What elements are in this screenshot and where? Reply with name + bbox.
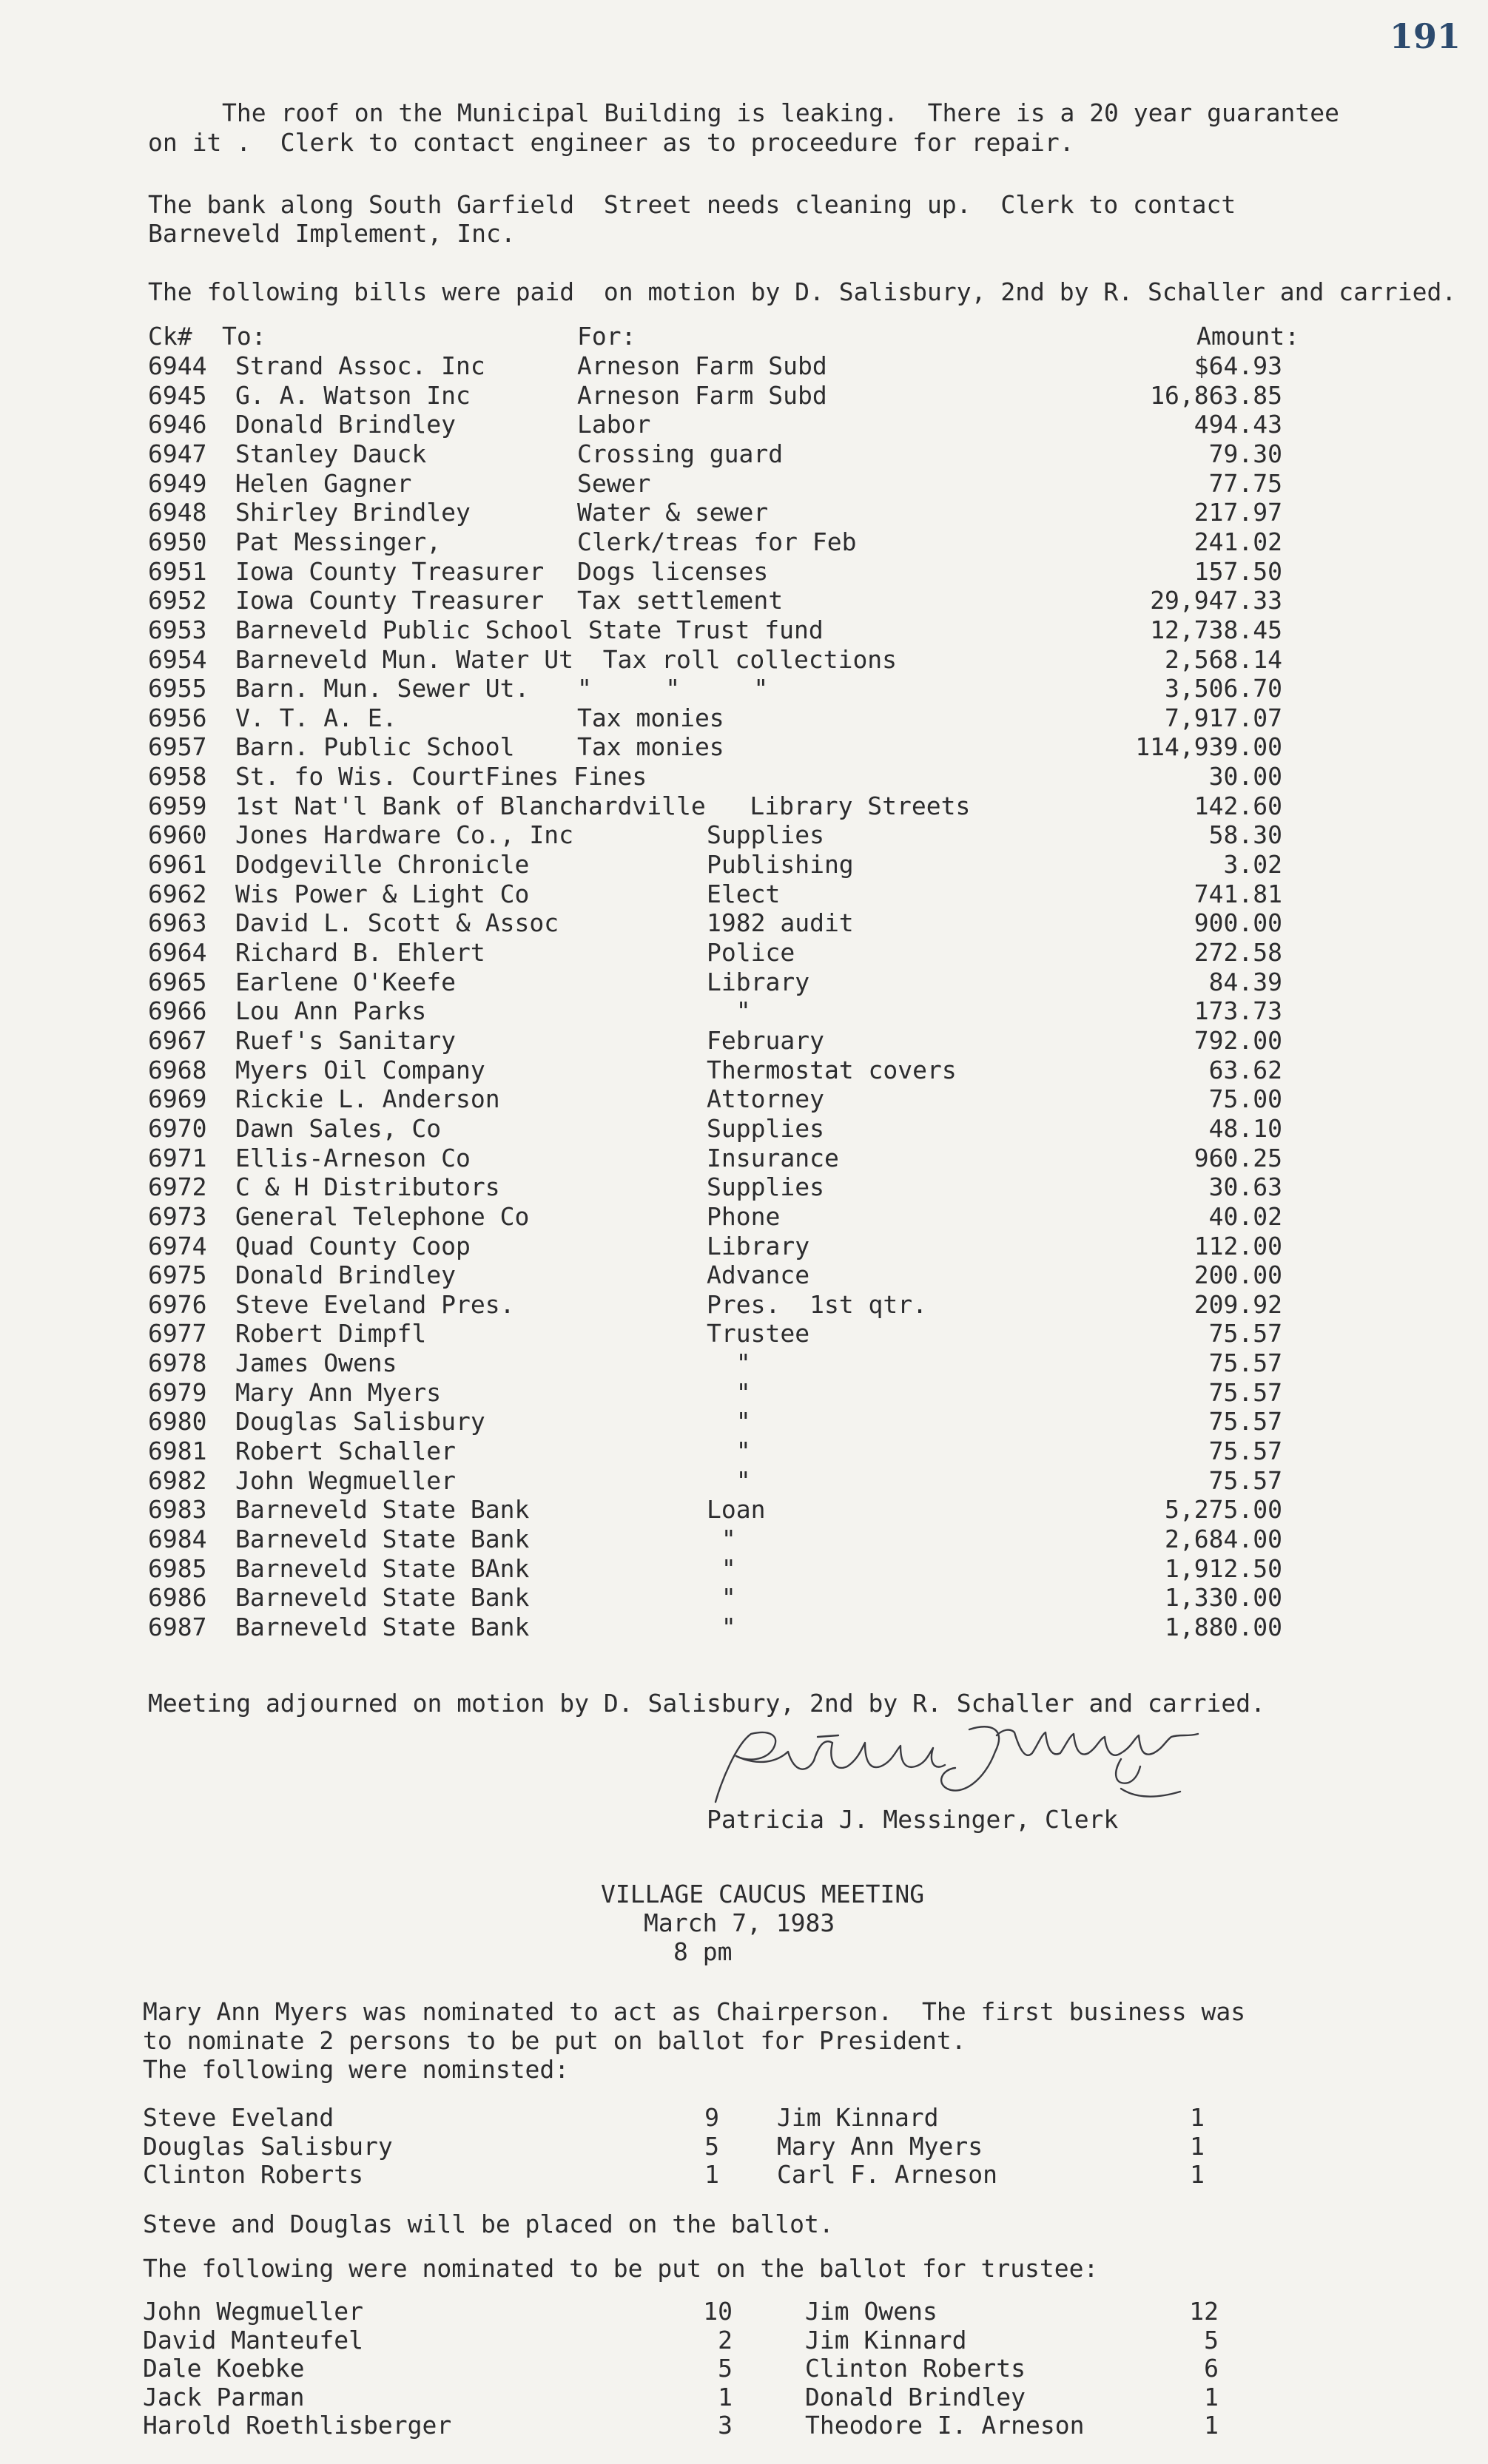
amount: 173.73 <box>1194 996 1282 1026</box>
president-nominee-name: Steve Eveland <box>143 2103 334 2132</box>
payee: Donald Brindley <box>235 1260 457 1290</box>
table-row <box>0 439 1488 469</box>
payee: Barn. Mun. Sewer Ut. <box>235 674 530 703</box>
table-row <box>0 1290 1488 1320</box>
amount: 75.00 <box>1208 1084 1282 1114</box>
amount: 112.00 <box>1194 1231 1282 1260</box>
payee: Barneveld State Bank <box>235 1583 530 1613</box>
payee: Dawn Sales, Co <box>235 1113 442 1143</box>
check-number: 6948 <box>148 498 207 527</box>
trustee-nominee-votes: 5 <box>718 2354 733 2383</box>
check-number: 6960 <box>148 820 207 850</box>
trustee-nominee-votes: 1 <box>1204 2382 1219 2411</box>
check-number: 6953 <box>148 615 207 644</box>
payee: Rickie L. Anderson <box>235 1084 500 1114</box>
table-row <box>0 732 1488 762</box>
table-row <box>0 674 1488 703</box>
check-number: 6977 <box>148 1319 207 1349</box>
trustee-nominee-name: Harold Roethlisberger <box>143 2411 452 2440</box>
amount: 84.39 <box>1208 967 1282 996</box>
payee: Barneveld State Bank <box>235 1495 530 1525</box>
amount: 48.10 <box>1208 1113 1282 1143</box>
trustee-nominee-name: Jack Parman <box>143 2382 305 2411</box>
amount: 75.57 <box>1208 1465 1282 1495</box>
payee: V. T. A. E. <box>235 703 397 732</box>
amount: 3.02 <box>1223 850 1282 880</box>
ballot-note: Steve and Douglas will be placed on the ballot. <box>143 2210 834 2238</box>
check-number: 6950 <box>148 527 207 556</box>
check-number: 6951 <box>148 556 207 586</box>
check-number: 6959 <box>148 791 207 820</box>
amount: 2,684.00 <box>1165 1525 1282 1553</box>
table-row <box>0 1554 1488 1584</box>
purpose: Labor <box>577 410 651 439</box>
purpose: Attorney <box>707 1084 824 1114</box>
payee: Robert Schaller <box>235 1437 457 1466</box>
table-row <box>0 1172 1488 1202</box>
amount: 1,880.00 <box>1165 1612 1282 1641</box>
table-row <box>0 1056 1488 1085</box>
amount: 16,863.85 <box>1150 380 1282 410</box>
purpose: Tax settlement <box>577 586 784 615</box>
purpose: " <box>707 1465 751 1495</box>
table-row <box>0 703 1488 733</box>
check-number: 6958 <box>148 762 207 791</box>
purpose: February <box>707 1025 824 1055</box>
caucus-title: VILLAGE CAUCUS MEETING <box>601 1880 925 1908</box>
payee: 1st Nat'l Bank of Blanchardville Library Streets <box>235 791 971 820</box>
payee: Steve Eveland Pres. <box>235 1289 515 1319</box>
payee: Barneveld State Bank <box>235 1612 530 1641</box>
caucus-date: March 7, 1983 <box>644 1908 835 1937</box>
purpose: Supplies <box>707 820 824 850</box>
clerk-printed-name: Patricia J. Messinger, Clerk <box>707 1805 1119 1834</box>
amount: 79.30 <box>1208 439 1282 468</box>
check-number: 6983 <box>148 1495 207 1525</box>
purpose: " " " <box>577 674 769 703</box>
purpose: Police <box>707 938 795 967</box>
table-row <box>0 381 1488 411</box>
check-number: 6976 <box>148 1289 207 1319</box>
check-number: 6952 <box>148 586 207 615</box>
purpose: Publishing <box>707 850 854 880</box>
check-number: 6978 <box>148 1349 207 1378</box>
payee: Quad County Coop <box>235 1231 471 1260</box>
president-nominee-votes: 9 <box>704 2103 719 2132</box>
column-header-amount: Amount: <box>1196 322 1300 351</box>
table-row <box>0 527 1488 557</box>
purpose: " <box>707 996 751 1026</box>
table-row <box>0 557 1488 587</box>
trustee-nominee-name: Dale Koebke <box>143 2354 305 2383</box>
purpose: Advance <box>707 1260 810 1290</box>
payee: Iowa County Treasurer <box>235 556 545 586</box>
amount: 75.57 <box>1208 1377 1282 1407</box>
trustee-nominee-votes: 6 <box>1204 2354 1219 2383</box>
table-row <box>0 469 1488 499</box>
payee: St. fo Wis. CourtFines Fines <box>235 762 647 791</box>
check-number: 6962 <box>148 879 207 908</box>
table-row <box>0 820 1488 850</box>
amount: 1,330.00 <box>1165 1583 1282 1613</box>
amount: 40.02 <box>1208 1201 1282 1231</box>
roof-paragraph-line-1: The roof on the Municipal Building is leaking. There is a 20 year guarantee <box>222 98 1339 127</box>
payee: Richard B. Ehlert <box>235 938 485 967</box>
payee: David L. Scott & Assoc <box>235 908 559 938</box>
table-row <box>0 1114 1488 1144</box>
check-number: 6979 <box>148 1377 207 1407</box>
amount: 241.02 <box>1194 527 1282 556</box>
table-row <box>0 1349 1488 1378</box>
amount: 741.81 <box>1194 879 1282 908</box>
purpose: Crossing guard <box>577 439 784 468</box>
amount: 63.62 <box>1208 1055 1282 1084</box>
table-row <box>0 762 1488 791</box>
purpose: Phone <box>707 1201 781 1231</box>
trustee-nominee-name: Jim Owens <box>805 2297 937 2326</box>
table-row <box>0 1525 1488 1554</box>
trustee-intro: The following were nominated to be put on the ballot for trustee: <box>143 2254 1099 2283</box>
purpose: Tax monies <box>577 703 724 732</box>
table-row <box>0 791 1488 821</box>
check-number: 6969 <box>148 1084 207 1114</box>
president-nominee-votes: 5 <box>704 2131 719 2161</box>
check-number: 6965 <box>148 967 207 996</box>
check-number: 6972 <box>148 1172 207 1202</box>
trustee-nominee-name: Donald Brindley <box>805 2382 1026 2411</box>
amount: $64.93 <box>1194 351 1282 380</box>
table-row <box>0 645 1488 675</box>
table-row <box>0 1407 1488 1437</box>
adjourned-text: Meeting adjourned on motion by D. Salisbury, 2nd by R. Schaller and carried. <box>148 1689 1265 1718</box>
purpose: " <box>707 1349 751 1378</box>
caucus-time: 8 pm <box>673 1937 733 1966</box>
roof-paragraph-line-2: on it . Clerk to contact engineer as to proceedure for repair. <box>148 128 1074 157</box>
payee: Helen Gagner <box>235 468 412 498</box>
table-row <box>0 1495 1488 1525</box>
check-number: 6946 <box>148 410 207 439</box>
check-number: 6971 <box>148 1143 207 1172</box>
table-row <box>0 351 1488 381</box>
table-row <box>0 1437 1488 1466</box>
purpose: Pres. 1st qtr. <box>707 1289 928 1319</box>
table-row <box>0 1583 1488 1613</box>
column-header-ck: Ck# <box>148 322 192 351</box>
purpose: Trustee <box>707 1319 810 1349</box>
payee: Barneveld State Bank <box>235 1525 530 1553</box>
amount: 900.00 <box>1194 908 1282 938</box>
trustee-nominee-votes: 3 <box>718 2411 733 2440</box>
table-row <box>0 996 1488 1026</box>
check-number: 6974 <box>148 1231 207 1260</box>
check-number: 6981 <box>148 1437 207 1466</box>
purpose: Tax monies <box>577 732 724 762</box>
check-number: 6963 <box>148 908 207 938</box>
amount: 5,275.00 <box>1165 1495 1282 1525</box>
purpose: " <box>707 1377 751 1407</box>
payee: Robert Dimpfl <box>235 1319 427 1349</box>
check-number: 6973 <box>148 1201 207 1231</box>
trustee-nominee-votes: 2 <box>718 2325 733 2355</box>
check-number: 6984 <box>148 1525 207 1553</box>
president-nominee-name: Mary Ann Myers <box>777 2131 983 2161</box>
payee: Barneveld State BAnk <box>235 1553 530 1583</box>
amount: 30.63 <box>1208 1172 1282 1202</box>
check-number: 6944 <box>148 351 207 380</box>
payee: James Owens <box>235 1349 397 1378</box>
column-header-to: To: <box>222 322 266 351</box>
payee: John Wegmueller <box>235 1465 457 1495</box>
payee: Barn. Public School <box>235 732 515 762</box>
table-row <box>0 1260 1488 1290</box>
table-row <box>0 1144 1488 1173</box>
amount: 75.57 <box>1208 1319 1282 1349</box>
payee: Ellis-Arneson Co <box>235 1143 471 1172</box>
trustee-nominee-votes: 1 <box>718 2382 733 2411</box>
amount: 200.00 <box>1194 1260 1282 1290</box>
trustee-nominee-name: John Wegmueller <box>143 2297 364 2326</box>
amount: 3,506.70 <box>1165 674 1282 703</box>
amount: 75.57 <box>1208 1349 1282 1378</box>
check-number: 6954 <box>148 644 207 674</box>
president-nominee-votes: 1 <box>1190 2131 1205 2161</box>
payee: Lou Ann Parks <box>235 996 427 1026</box>
payee: Wis Power & Light Co <box>235 879 530 908</box>
column-header-for: For: <box>577 322 636 351</box>
check-number: 6947 <box>148 439 207 468</box>
payee: Strand Assoc. Inc <box>235 351 485 380</box>
check-number: 6986 <box>148 1583 207 1613</box>
purpose: Thermostat covers <box>707 1055 957 1084</box>
amount: 272.58 <box>1194 938 1282 967</box>
purpose: Arneson Farm Subd <box>577 380 827 410</box>
table-row <box>0 1202 1488 1232</box>
amount: 75.57 <box>1208 1407 1282 1437</box>
amount: 157.50 <box>1194 556 1282 586</box>
purpose: " <box>707 1407 751 1437</box>
table-row <box>0 1378 1488 1408</box>
payee: Earlene O'Keefe <box>235 967 457 996</box>
president-nominee-votes: 1 <box>1190 2160 1205 2189</box>
payee: Donald Brindley <box>235 410 457 439</box>
payee: Myers Oil Company <box>235 1055 485 1084</box>
amount: 12,738.45 <box>1150 615 1282 644</box>
check-number: 6956 <box>148 703 207 732</box>
table-row <box>0 1319 1488 1349</box>
check-number: 6970 <box>148 1113 207 1143</box>
president-nominee-name: Carl F. Arneson <box>777 2160 998 2189</box>
amount: 30.00 <box>1208 762 1282 791</box>
table-row <box>0 1613 1488 1642</box>
amount: 217.97 <box>1194 498 1282 527</box>
purpose: Arneson Farm Subd <box>577 351 827 380</box>
amount: 960.25 <box>1194 1143 1282 1172</box>
trustee-nominee-name: Clinton Roberts <box>805 2354 1026 2383</box>
purpose: " <box>707 1553 736 1583</box>
amount: 29,947.33 <box>1150 586 1282 615</box>
check-number: 6985 <box>148 1553 207 1583</box>
check-number: 6949 <box>148 468 207 498</box>
payee: Iowa County Treasurer <box>235 586 545 615</box>
table-row <box>0 968 1488 997</box>
payee: Dodgeville Chronicle <box>235 850 530 880</box>
caucus-intro-line-2: to nominate 2 persons to be put on ballot for President. <box>143 2026 966 2055</box>
check-number: 6980 <box>148 1407 207 1437</box>
amount: 58.30 <box>1208 820 1282 850</box>
payee: G. A. Watson Inc <box>235 380 471 410</box>
check-number: 6961 <box>148 850 207 880</box>
handwritten-signature <box>707 1715 1225 1811</box>
amount: 2,568.14 <box>1165 644 1282 674</box>
amount: 114,939.00 <box>1135 732 1282 762</box>
payee: Pat Messinger, <box>235 527 442 556</box>
bills-intro: The following bills were paid on motion by D. Salisbury, 2nd by R. Schaller and carried. <box>148 277 1457 306</box>
purpose: Library <box>707 1231 810 1260</box>
payee: Barneveld Public School State Trust fund <box>235 615 824 644</box>
amount: 792.00 <box>1194 1025 1282 1055</box>
payee: Barneveld Mun. Water Ut Tax roll collections <box>235 644 898 674</box>
caucus-intro-line-1: Mary Ann Myers was nominated to act as Chairperson. The first business was <box>143 1997 1246 2026</box>
purpose: " <box>707 1437 751 1466</box>
amount: 7,917.07 <box>1165 703 1282 732</box>
purpose: Water & sewer <box>577 498 769 527</box>
table-row <box>0 850 1488 880</box>
payee: Jones Hardware Co., Inc <box>235 820 573 850</box>
trustee-nominee-name: Jim Kinnard <box>805 2325 967 2355</box>
table-row <box>0 938 1488 968</box>
purpose: Dogs licenses <box>577 556 769 586</box>
table-row <box>0 908 1488 938</box>
payee: C & H Distributors <box>235 1172 500 1202</box>
check-number: 6955 <box>148 674 207 703</box>
purpose: Insurance <box>707 1143 839 1172</box>
president-nominee-name: Douglas Salisbury <box>143 2131 393 2161</box>
president-nominee-name: Jim Kinnard <box>777 2103 939 2132</box>
amount: 209.92 <box>1194 1289 1282 1319</box>
bank-paragraph-line-1: The bank along South Garfield Street needs cleaning up. Clerk to contact <box>148 190 1236 219</box>
amount: 142.60 <box>1194 791 1282 820</box>
table-row <box>0 410 1488 439</box>
check-number: 6982 <box>148 1465 207 1495</box>
trustee-nominee-votes: 10 <box>703 2297 733 2326</box>
payee: Ruef's Sanitary <box>235 1025 457 1055</box>
purpose: Sewer <box>577 468 651 498</box>
purpose: Supplies <box>707 1172 824 1202</box>
check-number: 6964 <box>148 938 207 967</box>
purpose: Elect <box>707 879 781 908</box>
purpose: Library <box>707 967 810 996</box>
caucus-intro-line-3: The following were nominsted: <box>143 2055 570 2084</box>
table-row <box>0 1026 1488 1056</box>
check-number: 6967 <box>148 1025 207 1055</box>
check-number: 6957 <box>148 732 207 762</box>
president-nominee-votes: 1 <box>1190 2103 1205 2132</box>
purpose: 1982 audit <box>707 908 854 938</box>
purpose: " <box>707 1583 736 1613</box>
table-row <box>0 1232 1488 1261</box>
page-number: 191 <box>1390 16 1461 56</box>
check-number: 6945 <box>148 380 207 410</box>
check-number: 6968 <box>148 1055 207 1084</box>
check-number: 6987 <box>148 1612 207 1641</box>
table-row <box>0 586 1488 615</box>
purpose: " <box>707 1612 736 1641</box>
president-nominee-votes: 1 <box>704 2160 719 2189</box>
purpose: Clerk/treas for Feb <box>577 527 857 556</box>
trustee-nominee-name: David Manteufel <box>143 2325 364 2355</box>
president-nominee-name: Clinton Roberts <box>143 2160 364 2189</box>
payee: General Telephone Co <box>235 1201 530 1231</box>
purpose: " <box>707 1525 736 1553</box>
amount: 77.75 <box>1208 468 1282 498</box>
payee: Douglas Salisbury <box>235 1407 485 1437</box>
table-row <box>0 498 1488 527</box>
trustee-nominee-votes: 5 <box>1204 2325 1219 2355</box>
check-number: 6975 <box>148 1260 207 1290</box>
payee: Stanley Dauck <box>235 439 427 468</box>
table-row <box>0 1466 1488 1496</box>
payee: Shirley Brindley <box>235 498 471 527</box>
table-row <box>0 1084 1488 1114</box>
amount: 494.43 <box>1194 410 1282 439</box>
payee: Mary Ann Myers <box>235 1377 442 1407</box>
purpose: Loan <box>707 1495 766 1525</box>
trustee-nominee-votes: 12 <box>1189 2297 1219 2326</box>
table-row <box>0 615 1488 645</box>
purpose: Supplies <box>707 1113 824 1143</box>
table-row <box>0 880 1488 909</box>
amount: 75.57 <box>1208 1437 1282 1466</box>
bank-paragraph-line-2: Barneveld Implement, Inc. <box>148 219 516 248</box>
check-number: 6966 <box>148 996 207 1026</box>
trustee-nominee-name: Theodore I. Arneson <box>805 2411 1085 2440</box>
trustee-nominee-votes: 1 <box>1204 2411 1219 2440</box>
amount: 1,912.50 <box>1165 1553 1282 1583</box>
